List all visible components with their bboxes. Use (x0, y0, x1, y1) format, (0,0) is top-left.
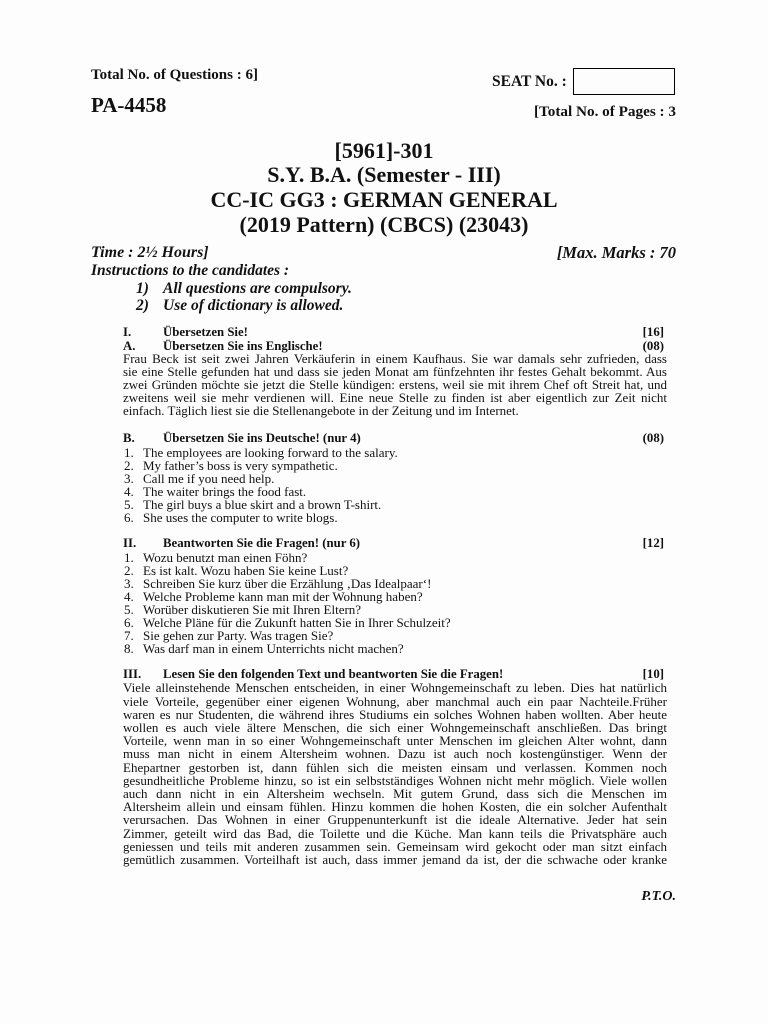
item-text: The girl buys a blue skirt and a brown T-shirt. (143, 497, 382, 513)
item-text: Wozu benutzt man einen Föhn? (143, 549, 308, 565)
question-title: Lesen Sie den folgenden Text und beantworten Sie die Fragen! (163, 666, 504, 681)
seat-number-box (573, 68, 675, 95)
list-item (123, 551, 667, 564)
item-number: 1. (124, 549, 134, 565)
question-marks: [12] (642, 535, 664, 550)
passage-line: einfach. Täglich liest sie die Stellenangebote in der Zeitung und im Internet. (123, 402, 519, 418)
question-1a-passage (123, 352, 667, 417)
instructions-heading: Instructions to the candidates : (91, 262, 290, 279)
question-number: III. (123, 666, 142, 681)
question-3-heading (123, 668, 667, 681)
question-1b-list (123, 446, 667, 525)
item-text: The employees are looking forward to the salary. (143, 444, 398, 460)
pattern-line: (2019 Pattern) (CBCS) (23043) (239, 211, 529, 237)
item-number: 8. (124, 641, 134, 657)
part-label: B. (123, 430, 135, 445)
item-text: The waiter brings the food fast. (143, 483, 307, 499)
question-title: Übersetzen Sie! (163, 324, 248, 339)
item-number: 1. (124, 444, 134, 460)
item-text: My father’s boss is very sympathetic. (143, 457, 338, 473)
subject-title: CC-IC GG3 : GERMAN GENERAL (210, 186, 558, 212)
passage-line: viele Vorteile, gegenüber einer eigenen Wohnung, aber manchmal auch ein paar Nachteile.Früher (123, 693, 667, 709)
item-number: 7. (124, 628, 134, 644)
part-label: A. (123, 338, 136, 353)
question-3-passage (123, 681, 667, 866)
item-text: Call me if you need help. (143, 470, 275, 486)
question-2-heading (123, 537, 667, 550)
instruction-number: 2) (136, 297, 149, 314)
part-title: Übersetzen Sie ins Englische! (163, 338, 323, 353)
part-marks: (08) (642, 338, 664, 353)
item-number: 5. (124, 601, 134, 617)
paper-code: PA-4458 (91, 93, 167, 117)
item-number: 2. (124, 562, 134, 578)
question-1-heading (123, 326, 667, 339)
passage-line: verursachen. Das Wohnen in einer Gruppenunterkunft ist die ideale Alternative. Jeder hat sein (123, 812, 667, 828)
passage-line: Zimmer, geteilt wird das Bad, die Toilette und die Küche. Man kann teils die Privatsphäre auch (123, 825, 667, 841)
passage-line: Ehepartner gestorben ist, dann fühlen sich die meisten einsam und verlassen. Kommen noch (123, 759, 667, 775)
question-marks: [16] (642, 324, 664, 339)
instruction-text: Use of dictionary is allowed. (163, 297, 344, 314)
list-item (123, 472, 667, 485)
total-pages: [Total No. of Pages : 3 (533, 103, 676, 120)
item-number: 5. (124, 497, 134, 513)
list-item (123, 603, 667, 616)
passage-line: auch dann nicht in ein Altersheim wechseln. Mit gutem Grund, dass sich die Menschen im (123, 786, 667, 802)
item-text: Welche Probleme kann man mit der Wohnung haben? (143, 588, 423, 604)
question-2-list (123, 551, 667, 656)
list-item (123, 446, 667, 459)
passage-line: gesundheitliche Probleme hinzu, so ist ein selbstständiges Wohnen nicht mehr möglich. Viele wollen (123, 772, 667, 788)
item-text: She uses the computer to write blogs. (143, 510, 338, 526)
list-item (123, 564, 667, 577)
question-number: II. (123, 535, 137, 550)
question-number: I. (123, 324, 132, 339)
part-marks: (08) (642, 430, 664, 445)
instruction-text: All questions are compulsory. (163, 280, 352, 297)
passage-line: waren es nur Studenten, die während ihres Studiums ein solches Wohnen haben wollten. Aber heute (123, 706, 667, 722)
time-allowed: Time : 2½ Hours] (91, 244, 209, 261)
list-item (123, 459, 667, 472)
question-marks: [10] (642, 666, 664, 681)
item-text: Worüber diskutieren Sie mit Ihren Eltern? (143, 601, 362, 617)
list-item (123, 590, 667, 603)
exam-code: [5961]-301 (334, 137, 434, 163)
seat-number-label: SEAT No. : (492, 73, 567, 90)
item-number: 3. (124, 575, 134, 591)
max-marks: [Max. Marks : 70 (556, 243, 676, 262)
item-text: Schreiben Sie kurz über die Erzählung ‚Das Idealpaar‘! (143, 575, 432, 591)
passage-line: Frau Beck ist seit zwei Jahren Verkäuferin in einem Kaufhaus. Sie war damals sehr zufrieden, dass (123, 350, 667, 366)
passage-line: zweitens weil sie mehr verdienen will. Eine neue Stelle zu finden ist aber eigentlich zur Zeit nicht (123, 389, 667, 405)
passage-line: Viele alleinstehende Menschen entscheiden, in einer Wohngemeinschaft zu leben. Dies hat natürlich (123, 680, 667, 696)
please-turn-over: P.T.O. (641, 889, 676, 904)
item-text: Sie gehen zur Party. Was tragen Sie? (143, 628, 334, 644)
item-number: 6. (124, 614, 134, 630)
item-number: 4. (124, 483, 134, 499)
instruction-number: 1) (136, 280, 149, 297)
item-number: 2. (124, 457, 134, 473)
list-item (123, 511, 667, 524)
list-item (123, 577, 667, 590)
total-questions: Total No. of Questions : 6] (91, 67, 258, 83)
course-title: S.Y. B.A. (Semester - III) (267, 161, 501, 187)
list-item (123, 642, 667, 655)
passage-line: gemütlich zusammen. Vorteilhaft ist auch, dass immer jemand da ist, der die schwache oder kranke (123, 852, 667, 868)
passage-line: sie eine Stelle gefunden hat und dass sie jeden Monat am fünfzehnten ihr festes Gehalt bekommt. Aus (123, 363, 667, 379)
item-text: Es ist kalt. Wozu haben Sie keine Lust? (143, 562, 349, 578)
passage-line: geniessen und teils mit anderen zusammen sein. Gemeinsam wird gekocht oder man sitzt einfach (123, 838, 667, 854)
item-number: 3. (124, 470, 134, 486)
passage-line: zwei Gründen möchte sie jetzt die Stelle kündigen: erstens, weil sie mit ihrem Chef oft Streit hat, und (123, 376, 667, 392)
passage-line: Altersheim allein und einsam fühlen. Hinzu kommen die hohen Kosten, die ein solcher Aufenthalt (123, 799, 667, 815)
question-title: Beantworten Sie die Fragen! (nur 6) (163, 535, 361, 550)
passage-line: Vorteile, wenn man in so einer Wohngemeinschaft unter Menschen im gleichen Alter wohnt, dann (123, 733, 667, 749)
item-text: Was darf man in einem Unterrichts nicht machen? (143, 641, 404, 657)
item-number: 4. (124, 588, 134, 604)
question-1b-heading (123, 432, 667, 445)
part-title: Übersetzen Sie ins Deutsche! (nur 4) (163, 430, 361, 445)
item-text: Welche Pläne für die Zukunft hatten Sie in Ihrer Schulzeit? (143, 614, 451, 630)
passage-line: wollen es auch viele ältere Menschen, die sich einer Wohngemeinschaft anschließen. Das bringt (123, 720, 667, 735)
item-number: 6. (124, 510, 134, 526)
passage-line: muss man nicht in einem Altersheim wohnen. Dazu ist auch noch kostengünstiger. Wenn der (123, 746, 667, 762)
